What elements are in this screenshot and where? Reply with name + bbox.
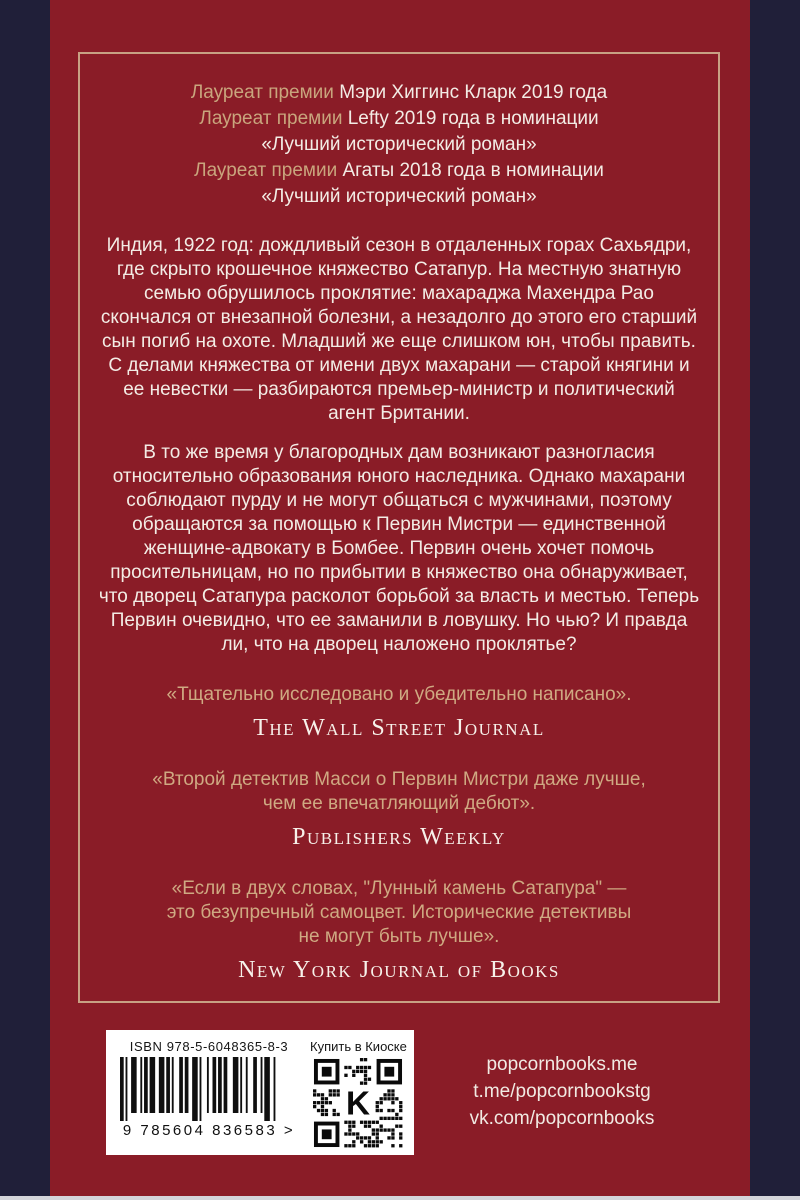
award-text: Агаты 2018 года в номинации [342, 160, 604, 181]
award-text: «Лучший исторический роман» [261, 134, 537, 155]
quote-source-pw: Publishers Weekly [292, 824, 506, 850]
award-text: «Лучший исторический роман» [261, 186, 537, 207]
award-text: Мэри Хиггинс Кларк 2019 года [339, 82, 608, 103]
award-line-5 [94, 184, 704, 210]
publisher-links [412, 1051, 712, 1132]
award-text: Lefty 2019 года в номинации [347, 108, 599, 129]
link-telegram: t.me/popcornbookstg [473, 1081, 651, 1102]
barcode-digits: 9 785604 836583 > [122, 1122, 296, 1139]
qr-column [310, 1039, 407, 1148]
quote-source-nyjb: New York Journal of Books [238, 957, 560, 983]
qr-code-icon [313, 1058, 403, 1148]
awards-block [94, 80, 704, 210]
award-prefix: Лауреат премии [190, 82, 340, 103]
quote-text-pw: «Второй детектив Масси о Первин Мистри даже лучше, чем ее впечатляющий дебют». [152, 769, 646, 814]
link-website: popcornbooks.me [486, 1054, 638, 1075]
red-panel [50, 0, 750, 1200]
award-line-1 [94, 80, 704, 106]
qr-label: Купить в Киоске [310, 1039, 407, 1054]
award-prefix: Лауреат премии [199, 108, 348, 129]
frame-content [80, 54, 718, 1001]
isbn-label: ISBN 978-5-6048365-8-3 [129, 1039, 289, 1054]
quote-text-wsj: «Тщательно исследовано и убедительно написано». [166, 684, 632, 705]
isbn-box [106, 1030, 414, 1155]
award-line-3 [94, 132, 704, 158]
quote-source-wsj: The Wall Street Journal [253, 715, 545, 741]
gold-frame [78, 52, 720, 1003]
synopsis-paragraph-1: Индия, 1922 год: дождливый сезон в отдаленных горах Сахьядри, где скрыто крошечное княжество Сатапур. На местную знатную семью обрушилось проклятие: махараджа Махендра Рао скончался от внезапной болезни, а незадолго до этого его старший сын погиб на охоте. Младший же еще слишком юн, чтобы править. С делами княжества от имени двух махарани — старой княгини и ее невестки — разбираются премьер-министр и политический агент Британии. [100, 235, 698, 424]
bottom-edge-strip [0, 1196, 800, 1200]
qr-center-letter: K [346, 1085, 371, 1123]
quote-block-wsj [94, 683, 704, 742]
quote-block-nyjb [94, 877, 704, 984]
award-prefix: Лауреат премии [194, 160, 343, 181]
award-line-2 [94, 106, 704, 132]
quote-block-pw [94, 768, 704, 851]
barcode-column [116, 1039, 302, 1139]
quote-text-nyjb: «Если в двух словах, "Лунный камень Сатапура" — это безупречный самоцвет. Исторические детективы не могут быть лучше». [166, 878, 632, 947]
link-vk: vk.com/popcornbooks [469, 1108, 655, 1129]
synopsis-paragraph-2: В то же время у благородных дам возникают разногласия относительно образования юного наследника. Однако махарани соблюдают пурду и не могут общаться с мужчинами, поэтому обращаются за помощью к Первин Мистри — единственной женщине-адвокату в Бомбее. Первин очень хочет помочь просительницам, но по прибытии в княжество она обнаруживает, что дворец Сатапура расколот борьбой за власть и местью. Теперь Первин очевидно, что ее заманили в ловушку. Но чью? И правда ли, что на дворец наложено проклятье? [98, 442, 700, 655]
award-line-4 [94, 158, 704, 184]
barcode-bars [120, 1057, 275, 1121]
barcode-icon [116, 1057, 302, 1121]
